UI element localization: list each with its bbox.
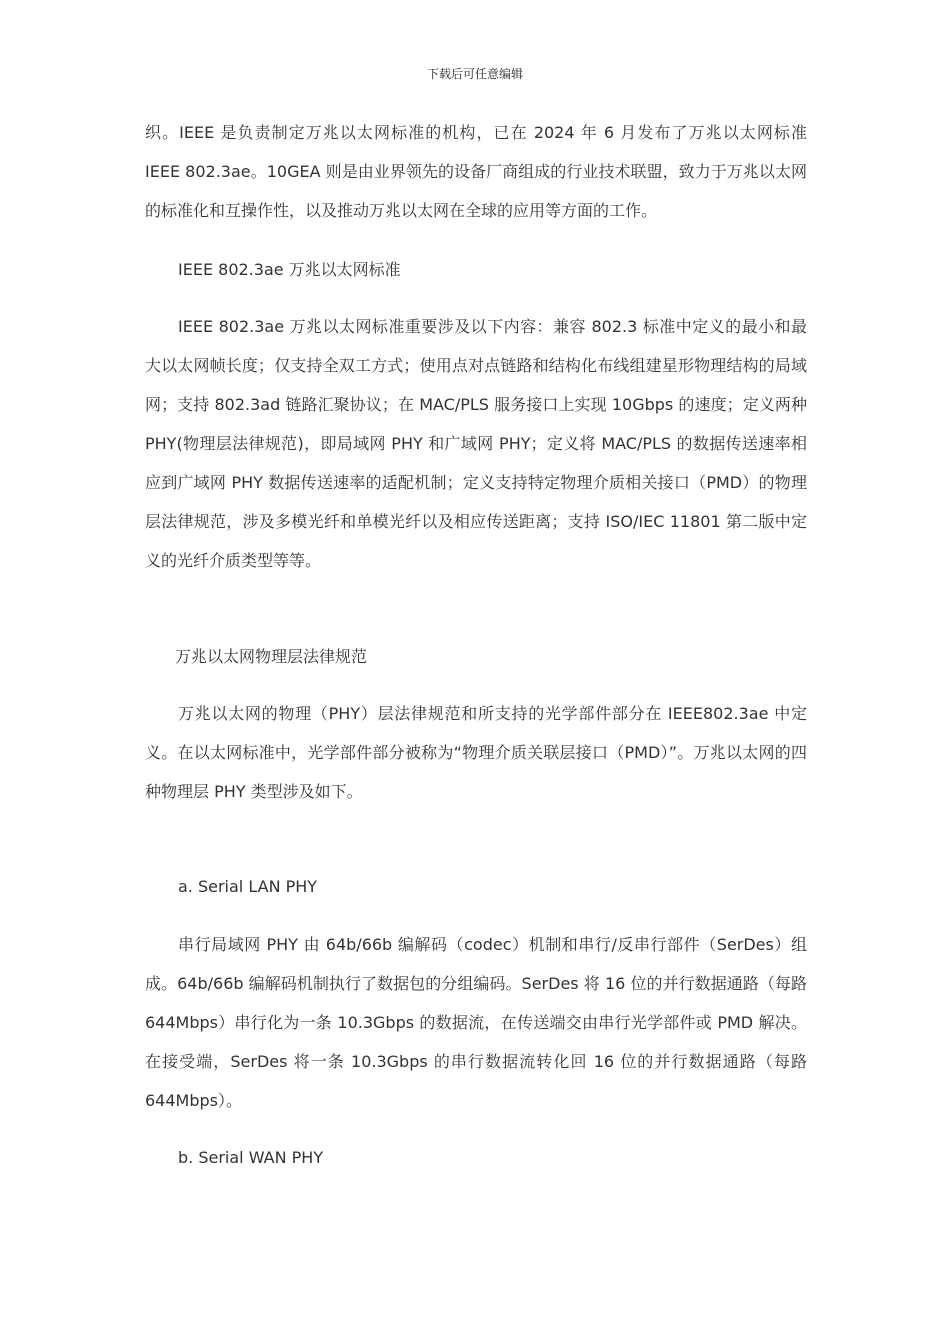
paragraph-phy-spec: 万兆以太网的物理（PHY）层法律规范和所支持的光学部件部分在 IEEE802.3ae 中定义。在以太网标准中，光学部件部分被称为“物理介质关联层接口（PMD）”。万兆以太网的四种物理层 PHY 类型涉及如下。 (145, 704, 807, 801)
page-header: 下载后可任意编辑 (426, 67, 523, 81)
section-heading-phy-spec: 万兆以太网物理层法律规范 (175, 647, 368, 666)
section-heading-ieee-802-3ae: IEEE 802.3ae 万兆以太网标准 (178, 260, 401, 279)
paragraph-ieee-802-3ae-content: IEEE 802.3ae 万兆以太网标准重要涉及以下内容：兼容 802.3 标准中定义的最小和最大以太网帧长度；仅支持全双工方式；使用点对点链路和结构化布线组建星形物理结构的局域网；支持 802.3ad 链路汇聚协议；在 MAC/PLS 服务接口上实现 10Gbps 的速度；定义两种 PHY(物理层法律规范)，即局域网 PHY 和广域网 PHY；定义将 MAC/PLS 的数据传送速率相应到广域网 PHY 数据传送速率的适配机制；定义支持特定物理介质相关接口（PMD）的物理层法律规范，涉及多模光纤和单模光纤以及相应传送距离；支持 ISO/IEC 11801 第二版中定义的光纤介质类型等等。 (145, 317, 807, 570)
paragraph-intro-continued: 织。IEEE 是负责制定万兆以太网标准的机构，已在 2024 年 6 月发布了万兆以太网标准 IEEE 802.3ae。10GEA 则是由业界领先的设备厂商组成的行业技术联盟，致力于万兆以太网的标准化和互操作性，以及推动万兆以太网在全球的应用等方面的工作。 (145, 123, 807, 220)
subheading-serial-lan-phy: a. Serial LAN PHY (178, 877, 318, 896)
subheading-serial-wan-phy: b. Serial WAN PHY (178, 1148, 324, 1167)
paragraph-serial-lan-phy: 串行局域网 PHY 由 64b/66b 编解码（codec）机制和串行/反串行部件（SerDes）组成。64b/66b 编解码机制执行了数据包的分组编码。SerDes 将 16 位的并行数据通路（每路 644Mbps）串行化为一条 10.3Gbps 的数据流，在传送端交由串行光学部件或 PMD 解决。在接受端，SerDes 将一条 10.3Gbps 的串行数据流转化回 16 位的并行数据通路（每路 644Mbps）。 (145, 935, 807, 1110)
